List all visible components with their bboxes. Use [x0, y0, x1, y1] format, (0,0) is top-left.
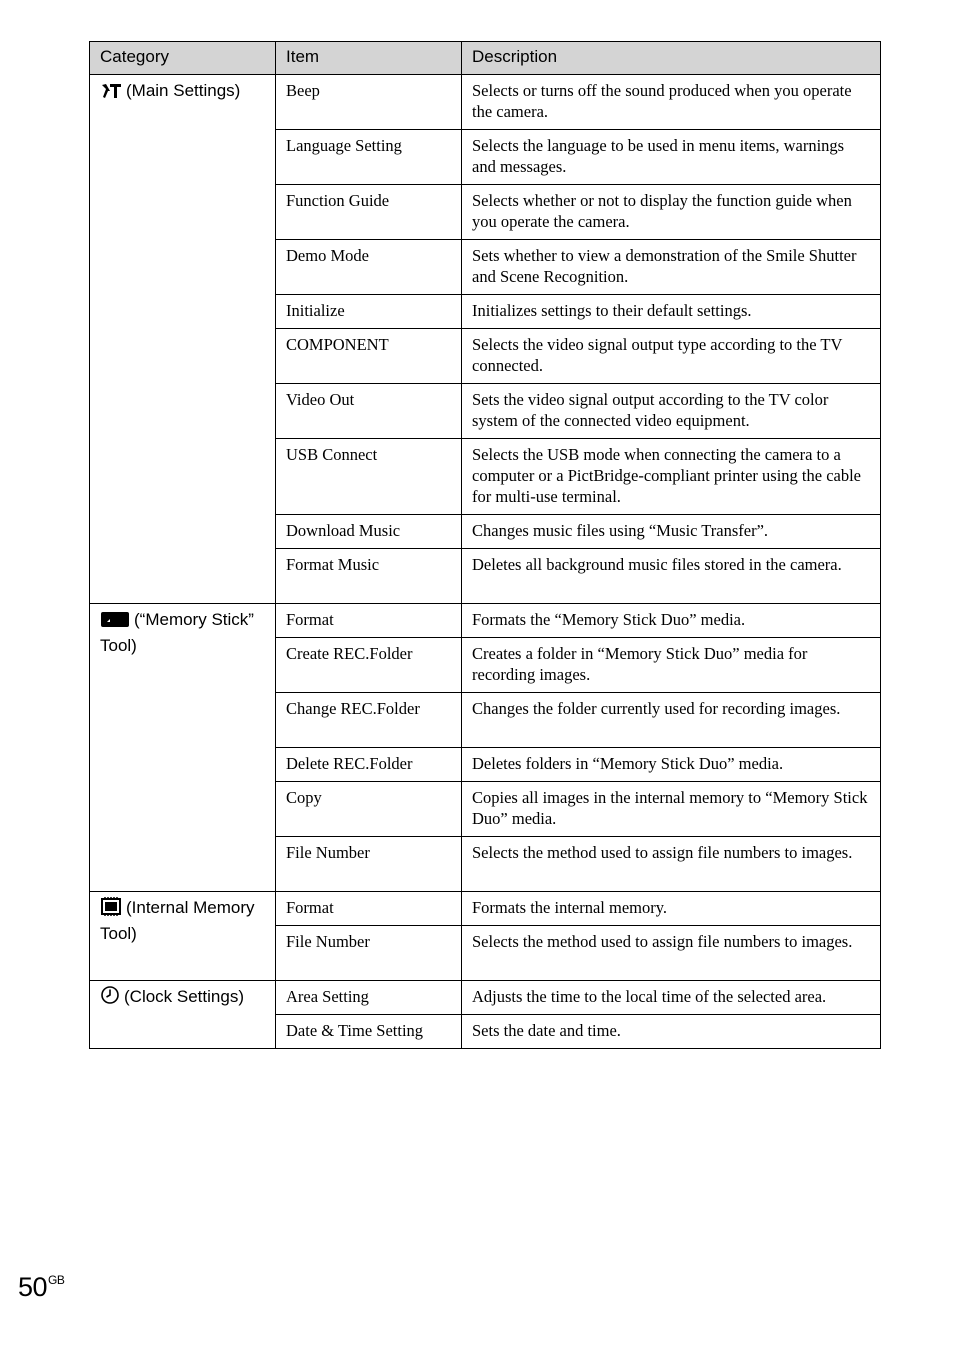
- description-cell: Initializes settings to their default settings.: [462, 295, 881, 329]
- description-cell: Selects or turns off the sound produced when you operate the camera.: [462, 75, 881, 130]
- category-label: (“Memory Stick” Tool): [100, 610, 254, 655]
- category-label: (Main Settings): [126, 81, 241, 100]
- category-internal-memory-tool: [90, 892, 276, 981]
- table-row: [90, 604, 881, 638]
- internal-memory-icon: [100, 896, 122, 922]
- description-cell: Formats the internal memory.: [462, 892, 881, 926]
- item-column-header: Item: [276, 42, 462, 75]
- description-cell: Changes music files using “Music Transfer”.: [462, 515, 881, 549]
- description-column-header: Description: [462, 42, 881, 75]
- item-cell: COMPONENT: [276, 329, 462, 384]
- item-cell: Format Music: [276, 549, 462, 604]
- description-cell: Selects the video signal output type according to the TV connected.: [462, 329, 881, 384]
- description-cell: Selects the USB mode when connecting the camera to a computer or a PictBridge-compliant printer using the cable for multi-use terminal.: [462, 439, 881, 515]
- item-cell: File Number: [276, 837, 462, 892]
- item-cell: Format: [276, 604, 462, 638]
- description-cell: Sets the video signal output according to the TV color system of the connected video equipment.: [462, 384, 881, 439]
- item-cell: Change REC.Folder: [276, 693, 462, 748]
- description-cell: Copies all images in the internal memory to “Memory Stick Duo” media.: [462, 782, 881, 837]
- description-cell: Deletes all background music files stored in the camera.: [462, 549, 881, 604]
- settings-table: [89, 41, 881, 1049]
- page-number: [18, 1264, 64, 1303]
- category-memory-stick-tool: [90, 604, 276, 892]
- item-cell: Demo Mode: [276, 240, 462, 295]
- item-cell: Area Setting: [276, 981, 462, 1015]
- item-cell: Initialize: [276, 295, 462, 329]
- description-cell: Selects whether or not to display the function guide when you operate the camera.: [462, 185, 881, 240]
- tools-icon: [100, 81, 122, 105]
- category-label: (Internal Memory Tool): [100, 898, 255, 943]
- item-cell: Copy: [276, 782, 462, 837]
- description-cell: Selects the method used to assign file numbers to images.: [462, 837, 881, 892]
- description-cell: Sets the date and time.: [462, 1015, 881, 1049]
- item-cell: File Number: [276, 926, 462, 981]
- category-clock-settings: [90, 981, 276, 1049]
- table-row: [90, 981, 881, 1015]
- description-cell: Selects the method used to assign file numbers to images.: [462, 926, 881, 981]
- description-cell: Deletes folders in “Memory Stick Duo” media.: [462, 748, 881, 782]
- description-cell: Creates a folder in “Memory Stick Duo” media for recording images.: [462, 638, 881, 693]
- item-cell: Beep: [276, 75, 462, 130]
- description-cell: Formats the “Memory Stick Duo” media.: [462, 604, 881, 638]
- description-cell: Sets whether to view a demonstration of the Smile Shutter and Scene Recognition.: [462, 240, 881, 295]
- item-cell: USB Connect: [276, 439, 462, 515]
- item-cell: Create REC.Folder: [276, 638, 462, 693]
- category-main-settings: [90, 75, 276, 604]
- page-number-value: 50: [18, 1272, 48, 1302]
- page-number-suffix: GB: [48, 1273, 65, 1287]
- item-cell: Language Setting: [276, 130, 462, 185]
- item-cell: Function Guide: [276, 185, 462, 240]
- item-cell: Download Music: [276, 515, 462, 549]
- memory-stick-icon: [100, 610, 130, 634]
- category-label: (Clock Settings): [124, 987, 244, 1006]
- item-cell: Video Out: [276, 384, 462, 439]
- description-cell: Adjusts the time to the local time of the selected area.: [462, 981, 881, 1015]
- clock-icon: [100, 985, 120, 1011]
- item-cell: Delete REC.Folder: [276, 748, 462, 782]
- item-cell: Date & Time Setting: [276, 1015, 462, 1049]
- description-cell: Changes the folder currently used for recording images.: [462, 693, 881, 748]
- description-cell: Selects the language to be used in menu items, warnings and messages.: [462, 130, 881, 185]
- table-row: [90, 892, 881, 926]
- item-cell: Format: [276, 892, 462, 926]
- table-header-row: [90, 42, 881, 75]
- table-row: [90, 75, 881, 130]
- category-column-header: Category: [90, 42, 276, 75]
